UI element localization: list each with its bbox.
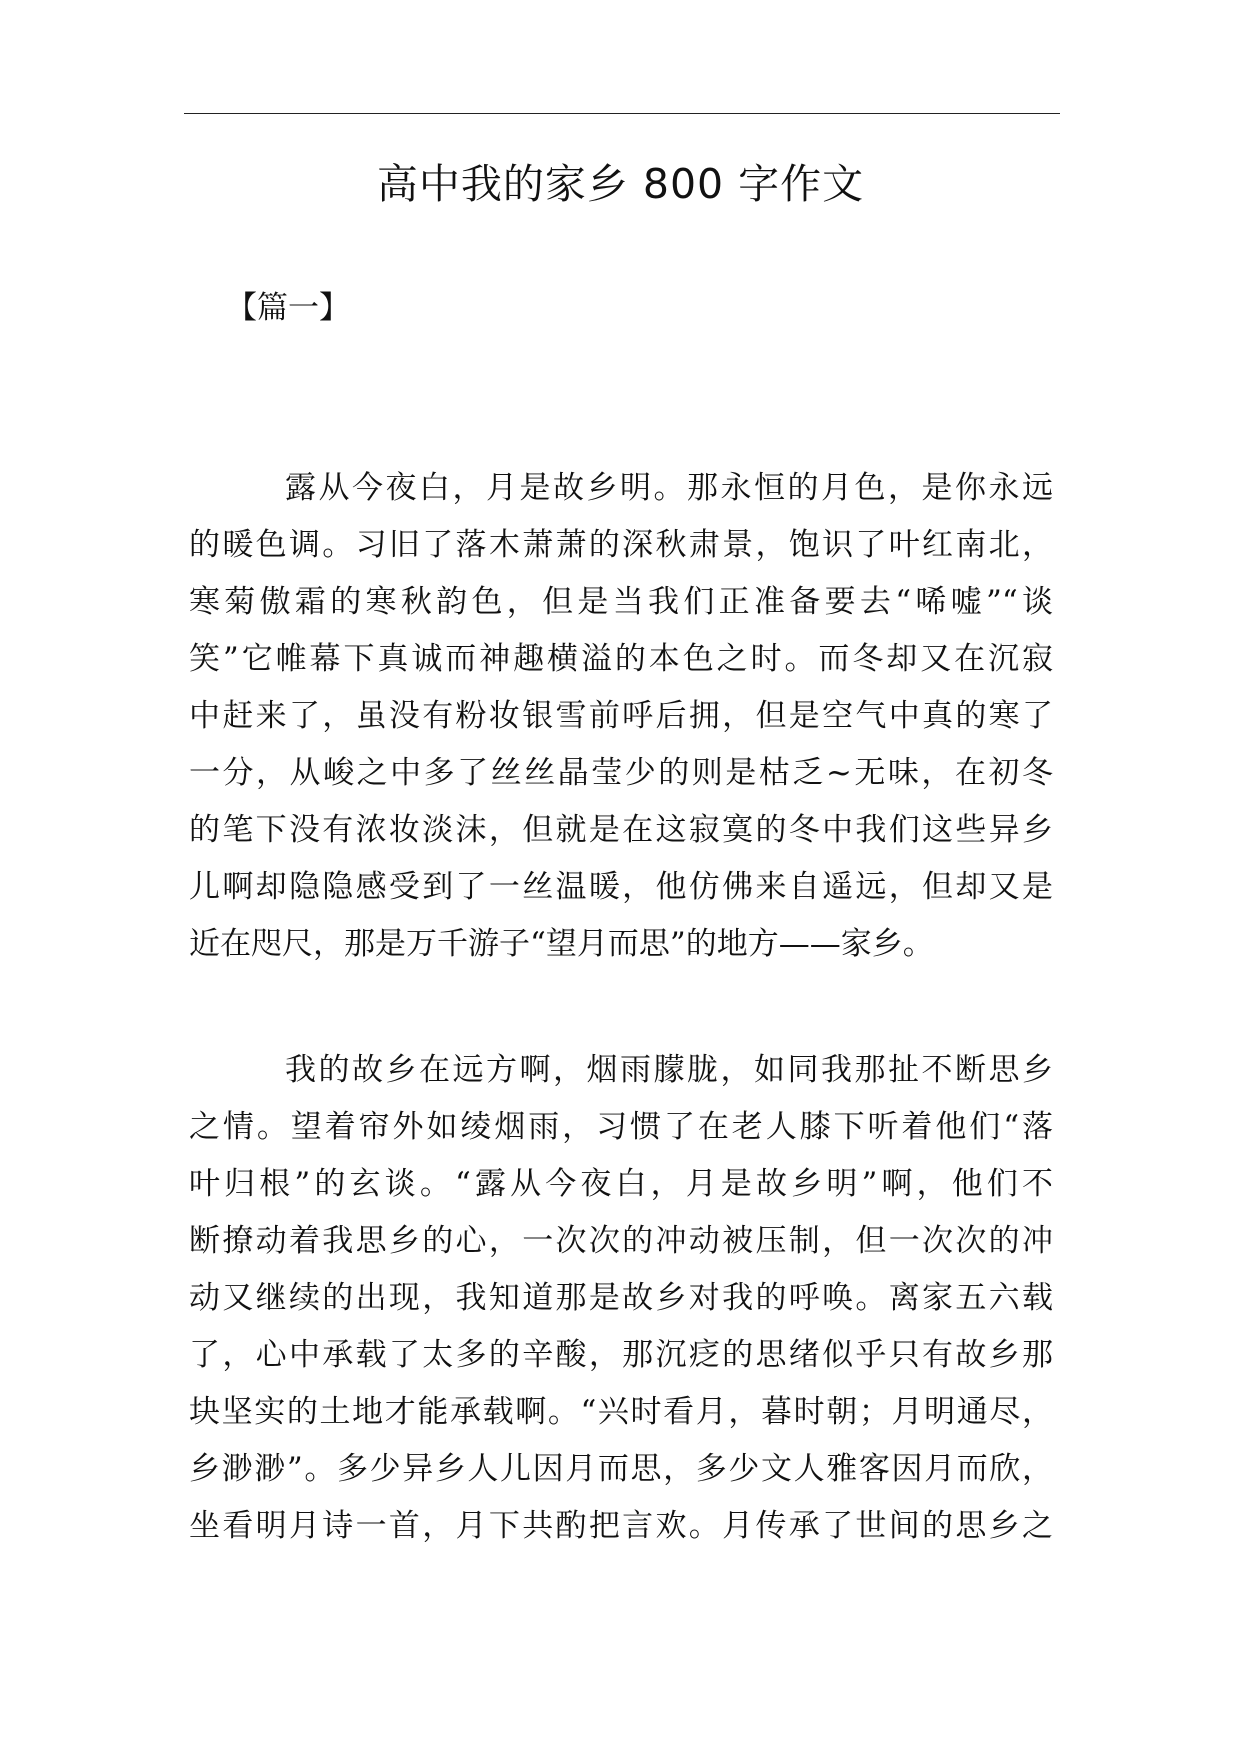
text-line: 近在咫尺，那是万千游子“望月而思”的地方——家乡。: [189, 926, 934, 962]
text-line: 一分，从峻之中多了丝丝晶莹少的则是枯乏~无味，在初冬: [189, 755, 1053, 791]
text-line: 笑”它帷幕下真诚而神趣横溢的本色之时。而冬却又在沉寂: [189, 641, 1053, 677]
header-rule: [184, 113, 1060, 114]
text-line: 动又继续的出现，我知道那是故乡对我的呼唤。离家五六载: [189, 1280, 1053, 1316]
text-line: 乡渺渺”。多少异乡人儿因月而思，多少文人雅客因月而欣，: [189, 1451, 1053, 1487]
text-line: 露从今夜白，月是故乡明。那永恒的月色，是你永远: [285, 470, 1053, 506]
paragraph-2: [189, 1042, 1053, 1555]
document-title: 高中我的家乡 800 字作文: [376, 160, 865, 208]
text-line: 的暖色调。习旧了落木萧萧的深秋肃景，饱识了叶红南北，: [189, 527, 1053, 563]
text-line: 断撩动着我思乡的心，一次次的冲动被压制，但一次次的冲: [189, 1223, 1053, 1259]
text-line: 我的故乡在远方啊，烟雨朦胧，如同我那扯不断思乡: [285, 1052, 1053, 1088]
text-line: 之情。望着帘外如绫烟雨，习惯了在老人膝下听着他们“落: [189, 1109, 1053, 1145]
section-label: 【篇一】: [226, 290, 350, 326]
text-line: 块坚实的土地才能承载啊。“兴时看月，暮时朝；月明通尽，: [189, 1394, 1053, 1430]
paragraph-1: [189, 460, 1053, 973]
text-line: 儿啊却隐隐感受到了一丝温暖，他仿佛来自遥远，但却又是: [189, 869, 1053, 905]
text-line: 的笔下没有浓妆淡沫，但就是在这寂寞的冬中我们这些异乡: [189, 812, 1053, 848]
text-line: 了，心中承载了太多的辛酸，那沉疺的思绪似乎只有故乡那: [189, 1337, 1053, 1373]
text-line: 叶归根”的玄谈。“露从今夜白，月是故乡明”啊，他们不: [189, 1166, 1053, 1202]
text-line: 中赶来了，虽没有粉妆银雪前呼后拥，但是空气中真的寒了: [189, 698, 1053, 734]
text-line: 寒菊傲霜的寒秋韵色，但是当我们正准备要去“唏嘘”“谈: [189, 584, 1053, 620]
text-line: 坐看明月诗一首，月下共酌把言欢。月传承了世间的思乡之: [189, 1508, 1053, 1544]
